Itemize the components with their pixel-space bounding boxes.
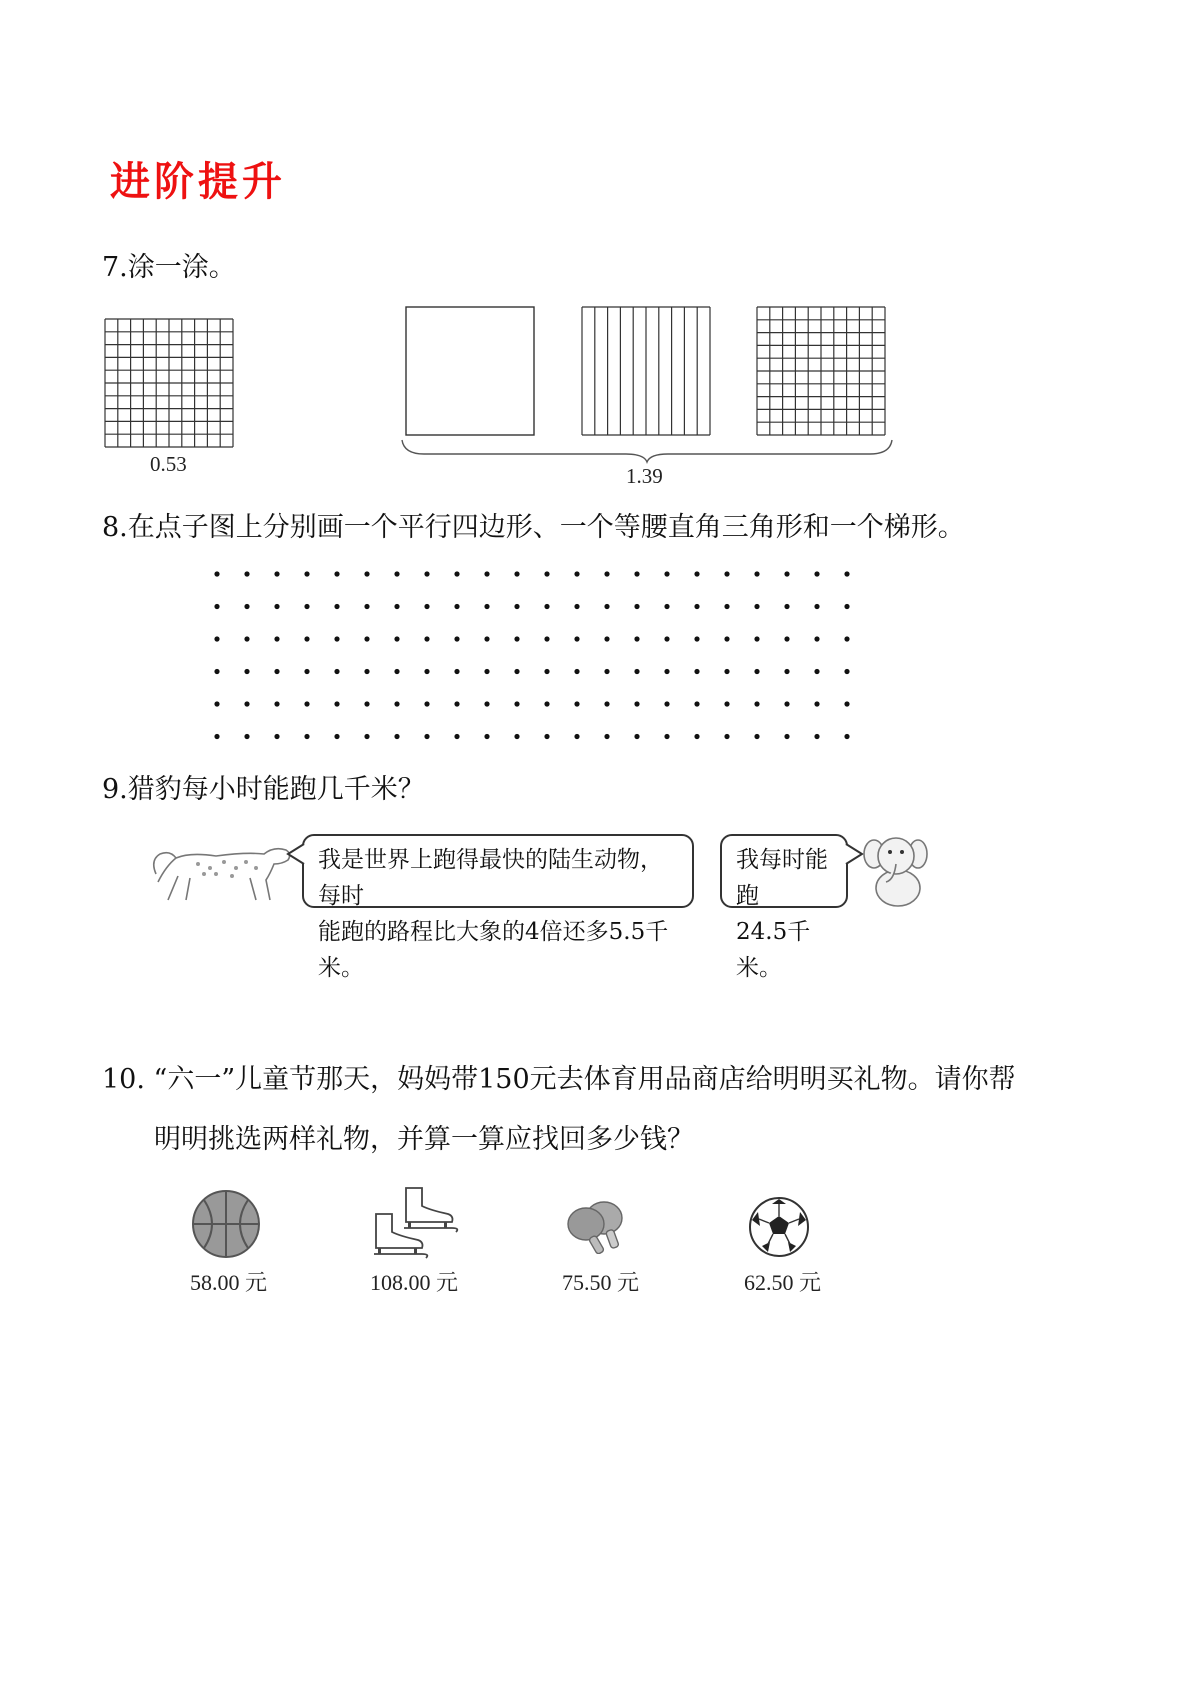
question-10-line-1: 10. “六一”儿童节那天，妈妈带150元去体育用品商店给明明买礼物。请你帮 [102,1064,1016,1095]
basketball-icon [190,1188,262,1260]
question-7-prompt: 7.涂一涂。 [102,252,236,283]
label-group-squares: 1.39 [626,464,663,488]
section-title: 进阶提升 [110,158,286,205]
cheetah-line-2: 能跑的路程比大象的4倍还多5.5千米。 [318,919,669,981]
hundredths-grid-square[interactable] [756,306,886,436]
question-10-line-2: 明明挑选两样礼物，并算一算应找回多少钱？ [154,1124,694,1155]
elephant-line-2: 24.5千米。 [736,919,811,981]
elephant-line-1: 我每时能跑 [736,847,828,909]
price-basketball: 58.00 元 [190,1270,268,1295]
label-single-square: 0.53 [150,452,187,476]
soccer-ball-icon [748,1196,810,1258]
elephant-icon [862,830,928,910]
group-brace [400,438,894,464]
elephant-bubble-tail [844,842,864,866]
dot-grid[interactable] [205,560,865,750]
price-ice-skates: 108.00 元 [370,1270,459,1295]
price-ping-pong-paddles: 75.50 元 [562,1270,640,1295]
cheetah-speech-bubble [302,834,694,981]
tenths-strip-square[interactable] [581,306,711,436]
grid-100-square[interactable] [104,318,236,448]
ice-skates-icon [370,1184,460,1262]
question-9-prompt: 9.猎豹每小时能跑几千米？ [102,774,425,805]
cheetah-bubble-tail [286,842,306,866]
cheetah-icon [146,834,296,906]
question-8-prompt: 8.在点子图上分别画一个平行四边形、一个等腰直角三角形和一个梯形。 [102,512,965,543]
ping-pong-paddles-icon [564,1198,626,1254]
elephant-speech-bubble [720,834,848,981]
blank-unit-square[interactable] [405,306,535,436]
price-soccer-ball: 62.50 元 [744,1270,822,1295]
cheetah-line-1: 我是世界上跑得最快的陆生动物，每时 [318,847,663,909]
